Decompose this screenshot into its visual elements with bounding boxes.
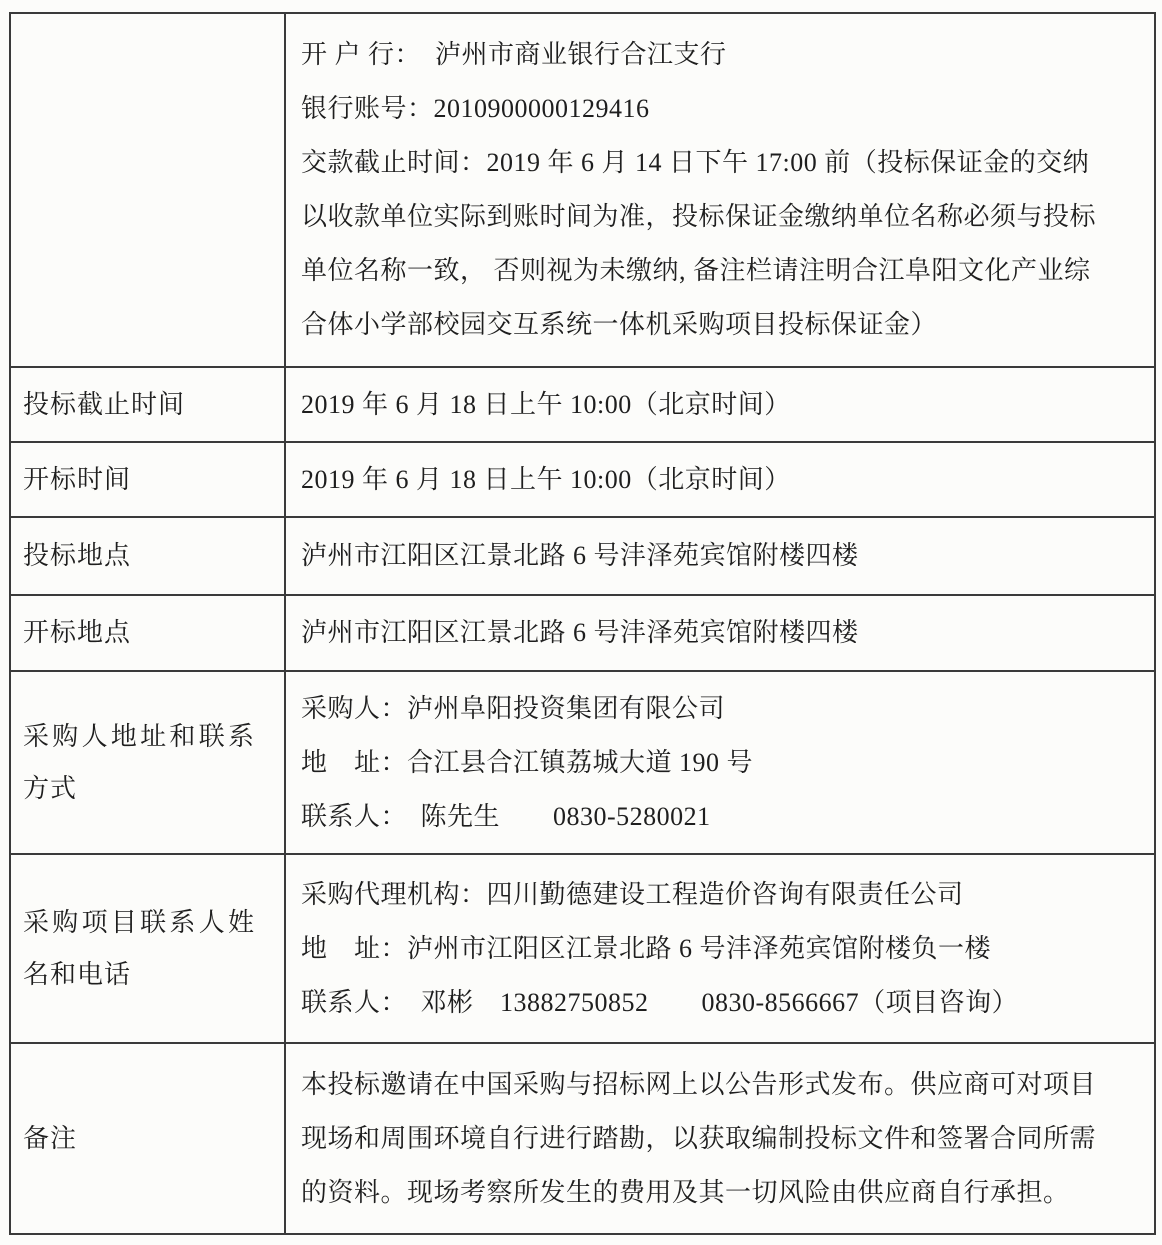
value-line: 泸州市江阳区江景北路 6 号沣泽苑宾馆附楼四楼 [301, 618, 859, 647]
row-value-cell [286, 443, 1154, 516]
row-label-cell: 备注 [11, 1044, 286, 1233]
row-label-cell [11, 14, 286, 366]
value-line: 采购代理机构：四川勤德建设工程造价咨询有限责任公司 [301, 879, 964, 909]
value-line: 采购人：泸州阜阳投资集团有限公司 [301, 693, 726, 723]
table-row [11, 594, 1154, 670]
value-line: 地 址：泸州市江阳区江景北路 6 号沣泽苑宾馆附楼负一楼 [301, 933, 992, 963]
table-row [11, 516, 1154, 594]
row-value-cell [286, 1044, 1154, 1233]
value-line: 泸州市江阳区江景北路 6 号沣泽苑宾馆附楼四楼 [301, 541, 859, 570]
value-line: 单位名称一致， 否则视为未缴纳, 备注栏请注明合江阜阳文化产业综 [301, 256, 1091, 285]
value-line: 本投标邀请在中国采购与招标网上以公告形式发布。供应商可对项目 [301, 1069, 1097, 1099]
row-label-cell: 投标地点 [11, 518, 286, 594]
value-line: 联系人： 邓彬 13882750852 0830-8566667（项目咨询） [301, 987, 1019, 1017]
table-row [11, 853, 1154, 1042]
bid-info-table [9, 12, 1156, 1235]
row-label-cell: 采购人地址和联系方式 [11, 672, 286, 853]
table-row [11, 441, 1154, 516]
value-line: 合体小学部校园交互系统一体机采购项目投标保证金） [301, 310, 938, 339]
row-label-cell: 采购项目联系人姓名和电话 [11, 855, 286, 1042]
value-line: 2019 年 6 月 18 日上午 10:00（北京时间） [301, 464, 791, 494]
row-value-cell [286, 14, 1154, 366]
value-line: 现场和周围环境自行进行踏勘，以获取编制投标文件和签署合同所需 [301, 1123, 1097, 1153]
value-line: 的资料。现场考察所发生的费用及其一切风险由供应商自行承担。 [301, 1177, 1070, 1207]
value-line: 交款截止时间：2019 年 6 月 14 日下午 17:00 前（投标保证金的交纳 [301, 148, 1090, 177]
value-line: 银行账号：2010900000129416 [301, 94, 650, 123]
table-row [11, 366, 1154, 441]
value-line: 地 址：合江县合江镇荔城大道 190 号 [301, 747, 754, 777]
row-label-cell: 投标截止时间 [11, 368, 286, 441]
row-value-cell [286, 672, 1154, 853]
row-label-cell: 开标时间 [11, 443, 286, 516]
value-line: 开 户 行： 泸州市商业银行合江支行 [301, 40, 727, 69]
row-value-cell [286, 368, 1154, 441]
value-line: 以收款单位实际到账时间为准，投标保证金缴纳单位名称必须与投标 [301, 202, 1097, 231]
table-row [11, 14, 1154, 366]
row-value-cell [286, 855, 1154, 1042]
row-value-cell [286, 518, 1154, 594]
row-value-cell [286, 596, 1154, 670]
row-label-cell: 开标地点 [11, 596, 286, 670]
table-row [11, 1042, 1154, 1233]
value-line: 联系人： 陈先生 0830-5280021 [301, 801, 711, 831]
table-row [11, 670, 1154, 853]
value-line: 2019 年 6 月 18 日上午 10:00（北京时间） [301, 389, 791, 419]
